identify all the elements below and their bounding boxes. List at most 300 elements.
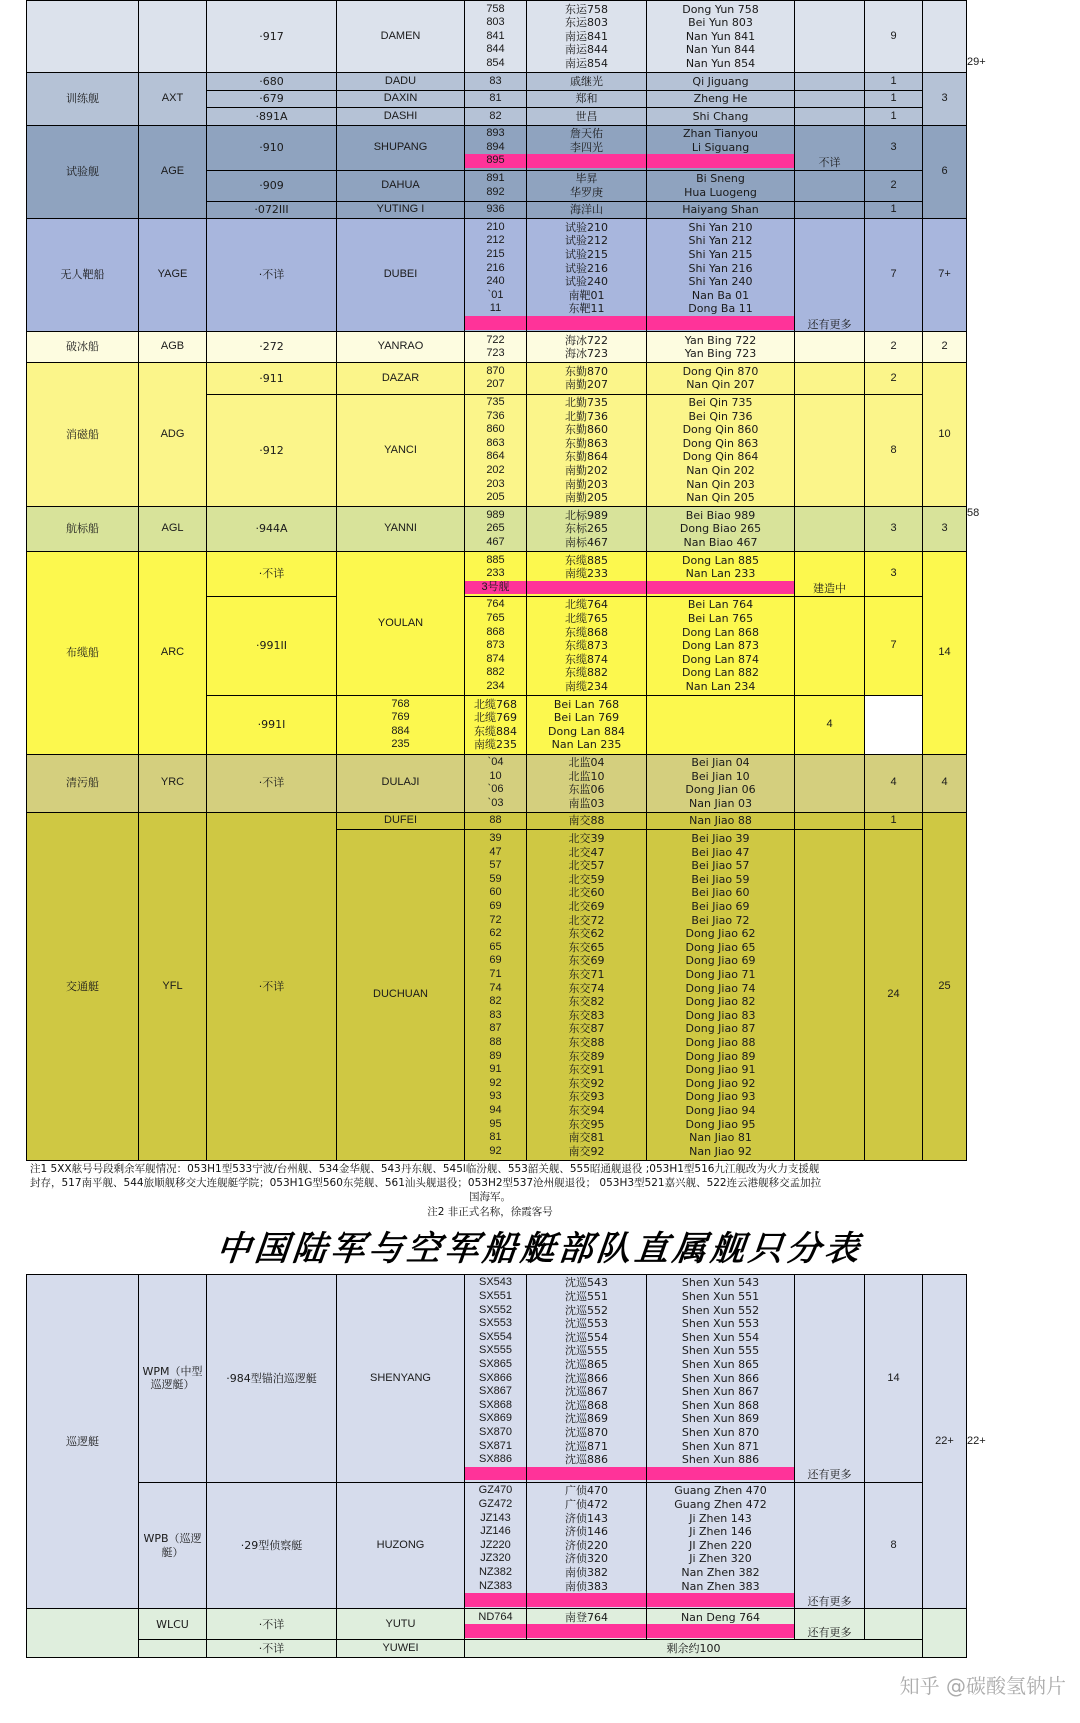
- type-total: 2: [923, 332, 967, 363]
- cn-line: 东交71: [568, 967, 605, 981]
- cn-line: 东交69: [568, 954, 605, 968]
- en-line: Yan Bing 723: [684, 347, 757, 361]
- cn-line: 华罗庚: [570, 185, 603, 199]
- ship-class-name: DAZAR: [337, 363, 465, 394]
- en-line: Shen Xun 868: [681, 1398, 760, 1412]
- en-line: [647, 1593, 794, 1607]
- type-total: 6: [923, 125, 967, 219]
- hull-line: 95: [489, 1117, 502, 1130]
- cn-line: 东靶11: [568, 302, 605, 316]
- hull-line: 82: [489, 995, 502, 1008]
- en-line: Bei Qin 736: [688, 409, 753, 423]
- ship-type-abbr: YRC: [139, 754, 207, 812]
- class-count: 3: [865, 552, 923, 597]
- en-line: Ji Zhen 320: [689, 1552, 752, 1566]
- cn-line: 济侦146: [565, 1525, 608, 1539]
- cn-line: 沈巡555: [565, 1344, 608, 1358]
- class-count: 4: [865, 754, 923, 812]
- hull-line: 89: [489, 1049, 502, 1062]
- ship-model: ·984型锚泊巡逻艇: [207, 1274, 337, 1482]
- hull-number-cell: [465, 201, 527, 219]
- en-line: Nan Qin 203: [686, 477, 755, 491]
- en-line: Dong Qin 863: [682, 436, 759, 450]
- hull-line: GZ472: [478, 1497, 513, 1510]
- en-line: Nan Biao 467: [683, 536, 758, 550]
- cn-line: 南勤205: [565, 491, 608, 505]
- cn-line: 沈巡867: [565, 1385, 608, 1399]
- en-line: Shen Xun 867: [681, 1385, 760, 1399]
- cn-line: 东缆885: [565, 553, 608, 567]
- en-line: Nan Lan 233: [685, 567, 756, 581]
- en-line: Dong Jiao 74: [685, 981, 756, 995]
- cn-line: 戚继光: [570, 74, 603, 88]
- hull-line: 216: [486, 261, 505, 274]
- cn-line: 东交65: [568, 940, 605, 954]
- hull-line: 723: [486, 347, 505, 360]
- ship-name-cn-cell: [527, 812, 647, 830]
- en-line: Dong Jiao 87: [685, 1022, 756, 1036]
- en-line: Nan Yun 854: [685, 56, 756, 70]
- cn-line: 沈巡552: [565, 1303, 608, 1317]
- hull-line: 265: [486, 522, 505, 535]
- cn-line: 东交89: [568, 1049, 605, 1063]
- en-line: Bei Jiao 57: [691, 859, 750, 873]
- class-count: 1: [865, 812, 923, 830]
- status-note: 还有更多: [795, 219, 865, 332]
- table-row: [27, 812, 967, 830]
- ship-name-en-cell: [647, 1274, 795, 1482]
- cn-line: 东监06: [568, 783, 605, 797]
- ship-model: ·909: [207, 170, 337, 201]
- en-line: Dong Ba 11: [688, 302, 753, 316]
- hull-line: SX551: [478, 1290, 513, 1303]
- ship-name-cn-cell: [527, 125, 647, 170]
- class-count: 3: [865, 507, 923, 552]
- hull-line: 240: [486, 275, 505, 288]
- hull-line: 87: [489, 1022, 502, 1035]
- status-note: 还有更多: [795, 1482, 865, 1608]
- cn-line: [527, 581, 646, 595]
- hull-number-cell: [465, 219, 527, 332]
- cn-line: 南运854: [565, 56, 608, 70]
- cn-line: [527, 154, 646, 168]
- en-line: Nan Zhen 382: [681, 1565, 760, 1579]
- en-line: Dong Lan 882: [682, 666, 759, 680]
- cn-line: 南运844: [565, 43, 608, 57]
- hull-line: 841: [486, 29, 505, 42]
- ship-model: ·910: [207, 125, 337, 170]
- en-line: Bei Jiao 69: [691, 900, 750, 914]
- hull-line: 69: [489, 954, 502, 967]
- cn-line: 沈巡871: [565, 1439, 608, 1453]
- hull-line: 891: [486, 172, 505, 185]
- en-line: Shen Xun 870: [681, 1425, 760, 1439]
- class-count: 1: [865, 90, 923, 108]
- cn-line: 北缆765: [565, 612, 608, 626]
- hull-number-cell: [465, 754, 527, 812]
- ship-type-cn: 消磁船: [27, 363, 139, 507]
- hull-line: 10: [489, 769, 502, 782]
- cn-line: 南交81: [568, 1131, 605, 1145]
- cn-line: 东交92: [568, 1076, 605, 1090]
- ship-class-name: YANCI: [337, 394, 465, 507]
- cn-line: 沈巡870: [565, 1425, 608, 1439]
- cn-line: 沈巡543: [565, 1276, 608, 1290]
- ship-type-cn: 巡逻艇: [27, 1274, 139, 1608]
- status-note: 建造中: [795, 552, 865, 597]
- status-note: [795, 596, 865, 695]
- hull-line: 764: [486, 598, 505, 611]
- en-line: Dong Lan 868: [682, 625, 759, 639]
- en-line: [647, 316, 794, 330]
- ship-name-en-cell: [527, 696, 647, 754]
- ship-type-cn: 布缆船: [27, 552, 139, 754]
- ship-model: ·991I: [207, 696, 337, 754]
- hull-line: 989: [486, 508, 505, 521]
- ship-name-cn-cell: [527, 754, 647, 812]
- type-total: 3: [923, 73, 967, 126]
- cn-line: 北交57: [568, 859, 605, 873]
- ship-class-name: DAHUA: [337, 170, 465, 201]
- en-line: Nan Deng 764: [680, 1610, 761, 1624]
- status-note: [795, 201, 865, 219]
- en-line: Dong Jian 06: [685, 783, 756, 797]
- ship-name-en-cell: [647, 552, 795, 597]
- hull-line: 62: [489, 927, 502, 940]
- hull-line: SX554: [478, 1330, 513, 1343]
- ship-class-name: YUWEI: [337, 1640, 465, 1658]
- cn-line: 北监10: [568, 769, 605, 783]
- status-note: [795, 363, 865, 394]
- footnote-1-line-3: 国海军。: [469, 1190, 511, 1203]
- en-line: Li Siguang: [691, 140, 750, 154]
- cn-line: 北缆768: [474, 697, 517, 711]
- hull-line: 235: [391, 738, 410, 751]
- cn-line: 东缆874: [565, 652, 608, 666]
- hull-line: JZ143: [480, 1511, 511, 1524]
- ship-class-name: DADU: [337, 73, 465, 91]
- cn-line: 沈巡886: [565, 1453, 608, 1467]
- footnote-2: 注2 非正式名称，徐霞客号: [427, 1205, 553, 1218]
- cn-line: 北标989: [565, 508, 608, 522]
- en-line: Shen Xun 871: [681, 1439, 760, 1453]
- cn-line: 东缆882: [565, 666, 608, 680]
- en-line: Shen Xun 869: [681, 1412, 760, 1426]
- class-count: 2: [865, 363, 923, 394]
- en-line: [647, 1467, 794, 1481]
- army-airforce-boat-table: [26, 1274, 986, 1658]
- cn-line: 北交39: [568, 832, 605, 846]
- hull-line: 882: [486, 666, 505, 679]
- ship-name-cn-cell: [527, 394, 647, 507]
- en-line: Bei Jiao 72: [691, 913, 750, 927]
- en-line: Nan Lan 235: [551, 738, 622, 752]
- table-row: [27, 125, 967, 170]
- hull-line: 215: [486, 248, 505, 261]
- ship-class-name: YANNI: [337, 507, 465, 552]
- status-note: [795, 754, 865, 812]
- hull-line: 765: [486, 612, 505, 625]
- hull-line: 47: [489, 845, 502, 858]
- ship-type-abbr: ARC: [139, 552, 207, 754]
- hull-line: 233: [486, 567, 505, 580]
- class-count: [865, 1609, 923, 1640]
- cn-line: 沈巡551: [565, 1290, 608, 1304]
- table-row: [27, 1640, 967, 1658]
- en-line: Qi Jiguang: [692, 74, 749, 88]
- cn-line: 北勤736: [565, 409, 608, 423]
- cn-line: 东交82: [568, 995, 605, 1009]
- en-line: Bei Jiao 60: [691, 886, 750, 900]
- ship-type-abbr: WPB（巡逻艇）: [139, 1482, 207, 1608]
- hull-number-cell: [465, 394, 527, 507]
- en-line: Dong Yun 758: [682, 2, 759, 16]
- en-line: Bi Sneng: [696, 172, 745, 186]
- en-line: Shen Xun 554: [681, 1330, 760, 1344]
- hull-line: 205: [486, 491, 505, 504]
- hull-line: 854: [486, 56, 505, 69]
- cn-line: 东勤864: [565, 450, 608, 464]
- ship-model: ·911: [207, 363, 337, 394]
- hull-line: NZ383: [478, 1579, 513, 1592]
- en-line: Bei Jian 10: [691, 769, 750, 783]
- hull-line: SX553: [478, 1317, 513, 1330]
- hull-line: 863: [486, 436, 505, 449]
- ship-name-en-cell: [647, 108, 795, 126]
- footnote-1-line-2: 封存，517南平舰、544旅顺舰移交大连舰艇学院；053H1G型560东莞舰、561汕头舰退役；053H2型537沧州舰退役； 053H3型521嘉兴舰、522连云港舰移交孟加拉: [30, 1176, 822, 1189]
- en-line: Shi Yan 216: [688, 261, 753, 275]
- status-note: [795, 1, 865, 73]
- cn-line: 东交94: [568, 1103, 605, 1117]
- hull-line: 894: [486, 140, 505, 153]
- hull-line: `04: [487, 756, 504, 768]
- table-row: [27, 754, 967, 812]
- hull-line: 92: [489, 1144, 502, 1157]
- hull-line: 467: [486, 536, 505, 549]
- cn-line: 南标467: [565, 536, 608, 550]
- en-line: Dong Jiao 71: [685, 967, 756, 981]
- hull-line: 88: [489, 814, 502, 827]
- cn-line: [527, 1624, 646, 1638]
- hull-line: 736: [486, 409, 505, 422]
- ship-class-name: SHUPANG: [337, 125, 465, 170]
- en-line: Nan Qin 205: [686, 491, 755, 505]
- hull-number-cell: [465, 363, 527, 394]
- cn-line: 沈巡554: [565, 1330, 608, 1344]
- en-line: Shen Xun 865: [681, 1357, 760, 1371]
- status-note: 不详: [795, 125, 865, 170]
- en-line: Nan Lan 234: [685, 680, 756, 693]
- en-line: JI Zhen 220: [689, 1538, 752, 1552]
- hull-line: 82: [489, 109, 502, 122]
- ship-name-cn-cell: [527, 507, 647, 552]
- cn-line: 东运758: [565, 2, 608, 16]
- hull-line: SX865: [478, 1357, 513, 1370]
- ship-model: ·29型侦察艇: [207, 1482, 337, 1608]
- class-count: 8: [865, 1482, 923, 1608]
- cn-line: 南侦382: [565, 1565, 608, 1579]
- en-line: Nan Jiao 81: [689, 1131, 752, 1145]
- ship-name-cn-cell: [527, 596, 647, 695]
- en-line: Bei Lan 768: [553, 697, 620, 711]
- hull-line: 69: [489, 900, 502, 913]
- hull-number-cell: [337, 696, 465, 754]
- ship-class-name: DUCHUAN: [337, 830, 465, 1160]
- cn-line: 济侦220: [565, 1538, 608, 1552]
- ship-name-en-cell: [647, 1609, 795, 1640]
- cn-line: 广侦472: [565, 1497, 608, 1511]
- class-count: 9: [865, 1, 923, 73]
- hull-number-cell: [465, 507, 527, 552]
- hull-line: SX870: [478, 1425, 513, 1438]
- status-note: [647, 696, 795, 754]
- cn-line: 北缆764: [565, 598, 608, 612]
- watermark: 知乎 @碳酸氢钠片: [899, 1674, 1066, 1698]
- cn-line: 东缆873: [565, 639, 608, 653]
- cn-line: 东缆884: [474, 724, 517, 738]
- en-line: Yan Bing 722: [684, 333, 757, 347]
- hull-line: `03: [487, 796, 504, 809]
- hull-line: 885: [486, 553, 505, 566]
- ship-type-cn: 试验舰: [27, 125, 139, 219]
- en-line: Dong Jiao 94: [685, 1103, 756, 1117]
- hull-line: 212: [486, 234, 505, 247]
- hull-line: SX552: [478, 1303, 513, 1316]
- en-line: Bei Jiao 39: [691, 832, 750, 846]
- en-line: [647, 581, 794, 595]
- ship-name-cn-cell: [527, 219, 647, 332]
- hull-line: 94: [489, 1103, 502, 1116]
- hull-number-cell: [465, 73, 527, 91]
- en-line: Dong Qin 860: [682, 423, 759, 437]
- type-total: 22+: [923, 1274, 967, 1608]
- cn-line: 沈巡553: [565, 1317, 608, 1331]
- cn-line: 沈巡865: [565, 1357, 608, 1371]
- status-note: [795, 812, 865, 830]
- en-line: Guang Zhen 470: [674, 1484, 767, 1498]
- ship-model: ·不详: [207, 1609, 337, 1640]
- ship-model: ·680: [207, 73, 337, 91]
- en-line: Nan Yun 841: [685, 29, 756, 43]
- hull-number-cell: [465, 125, 527, 170]
- en-line: Dong Jiao 91: [685, 1063, 756, 1077]
- en-line: Dong Qin 864: [682, 450, 759, 464]
- hull-line: 892: [486, 185, 505, 198]
- en-line: Dong Jiao 89: [685, 1049, 756, 1063]
- en-line: Dong Jiao 92: [685, 1076, 756, 1090]
- ship-type-abbr: AGB: [139, 332, 207, 363]
- hull-line: 870: [486, 364, 505, 377]
- en-line: Dong Biao 265: [679, 522, 762, 536]
- hull-line: 803: [486, 16, 505, 29]
- cn-line: 南缆233: [565, 567, 608, 581]
- cn-line: 海冰723: [565, 347, 608, 361]
- en-line: Bei Jiao 59: [691, 872, 750, 886]
- cn-line: 南靶01: [568, 288, 605, 302]
- en-line: Nan Jiao 92: [689, 1144, 752, 1158]
- class-count: 2: [865, 332, 923, 363]
- hull-line: SX543: [478, 1276, 513, 1289]
- ship-class-name: SHENYANG: [337, 1274, 465, 1482]
- en-line: Shen Xun 553: [681, 1317, 760, 1331]
- en-line: Nan Jian 03: [689, 796, 752, 810]
- hull-line: 873: [486, 639, 505, 652]
- footnote-block: [30, 1162, 950, 1219]
- ship-name-cn-cell: [527, 1609, 647, 1640]
- ship-name-en-cell: [647, 332, 795, 363]
- hull-line: 60: [489, 886, 502, 899]
- class-count: 8: [865, 394, 923, 507]
- en-line: Bei Lan 769: [553, 711, 620, 725]
- cn-line: 东勤863: [565, 436, 608, 450]
- cn-line: 沈巡869: [565, 1412, 608, 1426]
- ship-class-name: YANRAO: [337, 332, 465, 363]
- hull-line: 769: [391, 711, 410, 724]
- table-row: [27, 1482, 967, 1608]
- class-count: 14: [865, 1274, 923, 1482]
- cn-line: 东标265: [565, 522, 608, 536]
- cn-line: 北勤735: [565, 396, 608, 410]
- cn-line: 北交60: [568, 886, 605, 900]
- ship-name-cn-cell: [527, 1482, 647, 1608]
- cn-line: 南交92: [568, 1144, 605, 1158]
- en-line: Shi Yan 240: [688, 275, 753, 289]
- ship-name-en-cell: [647, 201, 795, 219]
- ship-model: ·不详: [207, 552, 337, 597]
- type-total: 7+: [923, 219, 967, 332]
- class-count: 7: [865, 219, 923, 332]
- table-row: [27, 73, 967, 91]
- ship-name-cn-cell: [527, 830, 647, 1160]
- status-note: [795, 394, 865, 507]
- ship-type-abbr: YFL: [139, 812, 207, 1160]
- cn-line: 海洋山: [570, 203, 603, 217]
- en-line: Dong Lan 873: [682, 639, 759, 653]
- ship-type-cn: 交通艇: [27, 812, 139, 1160]
- footnote-1-line-1: 注1 5XX舷号号段剩余军舰情况：053H1型533宁波/台州舰、534金华舰、543丹东舰、545l临汾舰、553韶关舰、555昭通舰退役 ;053H1型516九江舰改为火力支援舰: [30, 1162, 820, 1175]
- hull-line: JZ320: [480, 1552, 511, 1565]
- ship-name-cn-cell: [527, 1, 647, 73]
- ship-name-en-cell: [647, 596, 795, 695]
- en-line: Guang Zhen 472: [674, 1497, 767, 1511]
- ship-type-cn: 破冰船: [27, 332, 139, 363]
- en-line: Shi Yan 212: [688, 234, 753, 248]
- ship-class-name: DAMEN: [337, 1, 465, 73]
- cn-line: 李四光: [570, 140, 603, 154]
- cn-line: 东交74: [568, 981, 605, 995]
- hull-line: 88: [489, 1035, 502, 1048]
- hull-line: 83: [489, 74, 502, 87]
- en-line: Zheng He: [693, 92, 748, 106]
- cn-line: 南登764: [565, 1610, 608, 1624]
- en-line: Shen Xun 543: [681, 1276, 760, 1290]
- ship-name-cn-cell: [527, 332, 647, 363]
- hull-line: 3号舰: [465, 581, 526, 595]
- cn-line: 北交72: [568, 913, 605, 927]
- hull-line: 735: [486, 396, 505, 409]
- cn-line: 南缆234: [565, 680, 608, 693]
- ship-type-abbr: [139, 1, 207, 73]
- ship-class-name: YUTU: [337, 1609, 465, 1640]
- table-row: [27, 1609, 967, 1640]
- hull-line: 57: [489, 859, 502, 872]
- status-note: [795, 507, 865, 552]
- class-count: 7: [865, 596, 923, 695]
- hull-number-cell: [465, 812, 527, 830]
- hull-line: 83: [489, 1008, 502, 1021]
- cn-line: [527, 316, 646, 330]
- hull-number-cell: [465, 1482, 527, 1608]
